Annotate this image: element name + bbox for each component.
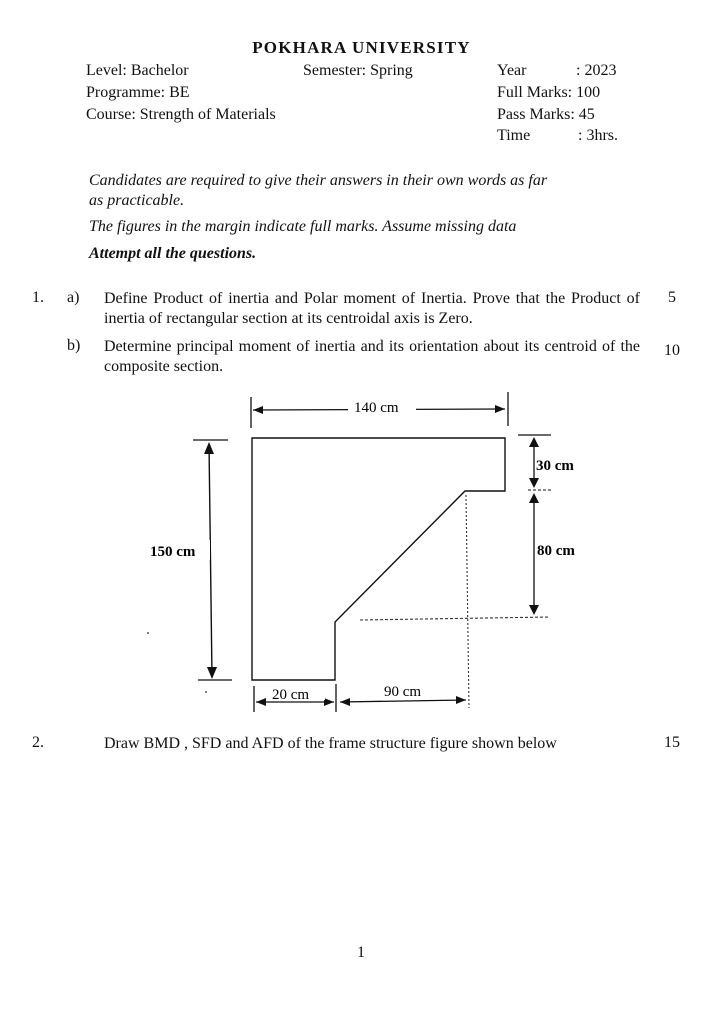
instruction-line-1a: Candidates are required to give their answers in their own words as far [89,172,548,189]
course-text: Course: Strength of Materials [86,106,276,123]
bottom-dim-arrow-left-end [324,698,334,706]
top-dim-arrow-left [253,406,263,414]
bottom-dim-arrow-left-start [256,698,266,706]
programme-text: Programme: BE [86,84,190,101]
question-1b-label: b) [67,337,81,354]
question-1a-text: Define Product of inertia and Polar moment of Inertia. Prove that the Product of inertia of rectangular section at its centroidal axis is Zero. [104,290,640,327]
page-number: 1 [357,944,365,961]
right-dim-arrow-mid-down [529,605,539,615]
right-dim-top-label: 30 cm [536,458,574,474]
time-label: Time [497,127,531,144]
left-dim-line [209,444,212,677]
bottom-dim-right-label: 90 cm [384,684,422,700]
pass-marks-text: Pass Marks: 45 [497,106,595,123]
question-1a-label: a) [67,289,80,306]
instruction-line-1b: as practicable. [89,192,185,209]
year-value: : 2023 [576,62,617,79]
horizontal-reference-line [360,617,550,620]
right-dim-arrow-top-down [529,478,539,488]
question-2-marks: 15 [664,734,680,751]
left-dim-arrow-bottom [207,667,217,679]
left-dim-arrow-top [204,442,214,454]
speck [147,632,149,634]
bottom-dim-arrow-right-end [456,696,466,704]
question-2-text: Draw BMD , SFD and AFD of the frame structure figure shown below [104,735,557,752]
left-dim-label: 150 cm [150,544,196,560]
full-marks-text: Full Marks: 100 [497,84,601,101]
level-text: Level: Bachelor [86,62,189,79]
question-1b-text: Determine principal moment of inertia and its orientation about its centroid of the composite section. [104,338,640,375]
instruction-line-3: Attempt all the questions. [89,245,257,262]
question-1b-marks: 10 [664,342,680,359]
right-dim-arrow-top-up [529,437,539,447]
university-title: POKHARA UNIVERSITY [252,38,471,57]
instruction-line-2: The figures in the margin indicate full marks. Assume missing data [89,218,517,235]
bottom-dim-arrow-right-start [340,698,350,706]
bottom-dim-left-label: 20 cm [272,687,310,703]
speck [205,691,207,693]
right-dim-mid-label: 80 cm [537,543,575,559]
top-dim-label: 140 cm [354,400,399,416]
right-dim-arrow-mid-up [529,493,539,503]
time-value: : 3hrs. [578,127,618,144]
question-1-number: 1. [32,289,44,306]
vertical-reference-line [466,495,469,708]
bottom-dim-line-right [340,700,466,702]
year-label: Year [497,62,527,79]
question-1a-marks: 5 [668,289,676,306]
semester-text: Semester: Spring [303,62,413,79]
question-2-number: 2. [32,734,44,751]
top-dim-arrow-right [495,405,505,413]
